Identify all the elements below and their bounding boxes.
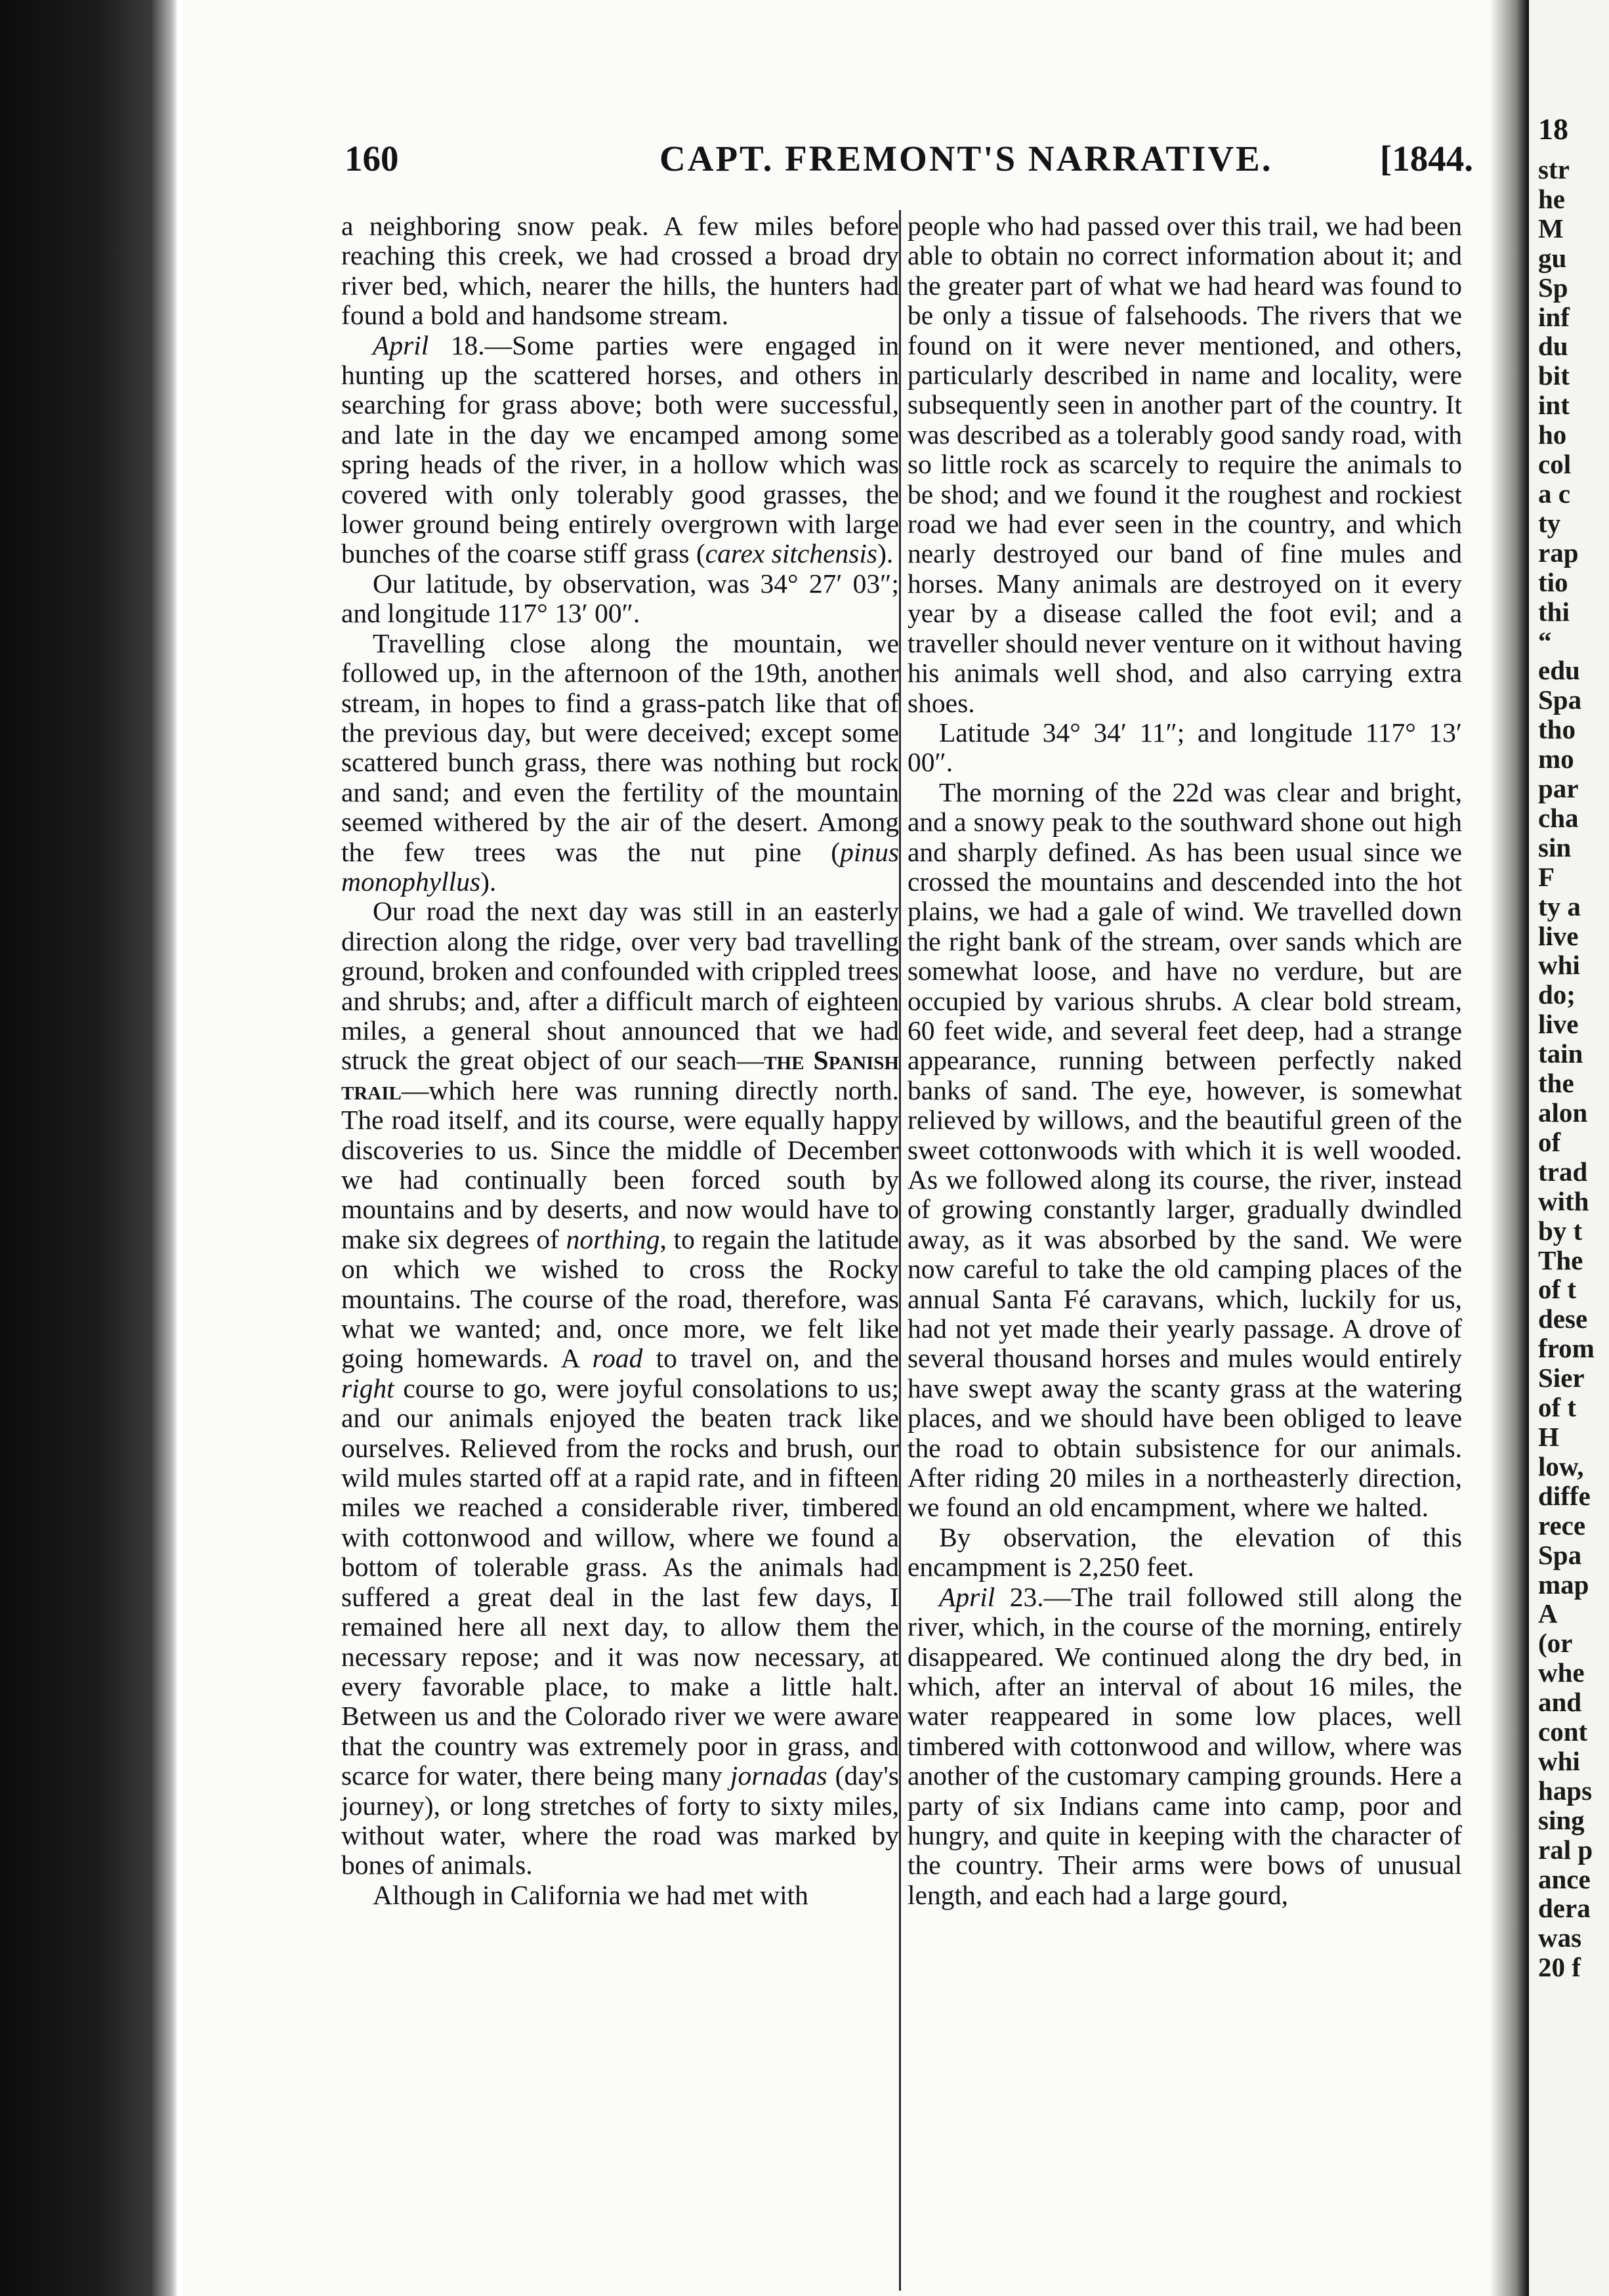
italic-word: jornadas: [730, 1760, 827, 1791]
paragraph-text: By observation, the elevation of this encampment is 2,250 feet.: [908, 1521, 1462, 1583]
running-head: [345, 138, 1473, 184]
paragraph-text: (day's journey), or long stretches of forty to sixty miles, without water, where the road was marked by bones of animals.: [341, 1760, 899, 1881]
paragraph-text: The morning of the 22d was clear and bright, and a snowy peak to the southward shone out high and sharply defined. As has been usual since we crossed the mountains and descended into the hot plains, we had a gale of wind. We travelled down the right bank of the stream, over sands which are somewhat loose, and have no verdure, but are occupied by various shrubs. A clear bold stream, 60 feet wide, and several feet deep, had a strange appearance, running between perfectly naked banks of sand. The eye, however, is somewhat relieved by willows, and the beautiful green of the sweet cottonwoods with which it is well wooded. As we followed along its course, the river, instead of growing constantly larger, gradually dwindled away, as it was absorbed by the sand. We were now careful to take the old camping places of the annual Santa Fé caravans, which, luckily for us, had not yet made their yearly passage. A drove of several thousand horses and mules would entirely have swept away the scanty grass at the watering places, and we should have been obliged to leave the road to obtain subsistence for our animals. After riding 20 miles in a northeasterly direction, we found an old encampment, where we halted.: [908, 776, 1462, 1523]
paragraph-text: —which here was running directly north. The road itself, and its course, were equally happy discoveries to us. Since the middle of December we had continually been forced south by mountains and by deserts, and now would have to make six degrees of: [341, 1074, 899, 1254]
page-number: 160: [345, 138, 399, 179]
paragraph: [908, 1583, 1462, 1910]
paragraph: [341, 897, 899, 1880]
latin-name: carex sitchensis: [705, 538, 878, 569]
date-label: April: [373, 330, 429, 360]
paragraph-text: ).: [480, 866, 497, 897]
paragraph: [341, 211, 899, 331]
scan-dark-margin: [0, 0, 177, 2296]
right-column: [908, 211, 1462, 1910]
paragraph-text: Although in California we had met with: [373, 1879, 808, 1910]
column-rule: [899, 210, 901, 2291]
date-label: April: [939, 1581, 995, 1612]
paragraph-text: , to regain the latitude on which we wished to cross the Rocky mountains. The course of the road, therefore, was what we wanted; and, once more, we felt like going homewards. A: [341, 1223, 899, 1374]
paragraph: [341, 331, 899, 569]
paragraph: [908, 718, 1462, 778]
facing-page-text-fragments: str he M gu Sp inf du bit int ho col a c ty rap tio thi “ edu Spa tho mo par cha sin F ty a live whi do; live tain the alon of trad with by t The of t dese from Sier of t H low, diffe rece Spa map A (or whe and cont whi haps sing ral p ance dera was 20 f: [1538, 154, 1595, 1983]
paragraph: [908, 778, 1462, 1523]
paragraph-text: ).: [877, 538, 894, 569]
paragraph-text: people who had passed over this trail, we had been able to obtain no correct information about it; and the greater part of what we had heard was found to be only a tissue of falsehoods. The rivers that we found on it were never mentioned, and others, particularly described in name and locality, were subsequently seen in another part of the country. It was described as a tolerably good sandy road, with so little rock as scarcely to require the animals to be shod; and we found it the roughest and rockiest road we had ever seen in the country, and which nearly destroyed our band of fine mules and horses. Many animals are destroyed on it every year by a disease called the foot evil; and a traveller should never venture on it without having his animals well shod, and also carrying extra shoes.: [908, 211, 1462, 718]
left-column: [341, 211, 899, 1910]
header-year: [1844.: [1379, 138, 1473, 179]
paragraph: [908, 211, 1462, 718]
facing-page-edge: [1529, 0, 1609, 2296]
italic-word: right: [341, 1372, 394, 1403]
paragraph-text: Our road the next day was still in an easterly direction along the ridge, over very bad travelling ground, broken and confounded with crippled trees and shrubs; and, after a difficult march of eighteen miles, a general shout announced that we had struck the great object of our seach—: [341, 896, 899, 1076]
paragraph-text: Latitude 34° 34′ 11″; and longitude 117° 13′ 00″.: [908, 717, 1462, 778]
page-title: CAPT. FREMONT'S NARRATIVE.: [659, 138, 1273, 179]
italic-word: road: [592, 1343, 643, 1374]
paragraph: [341, 629, 899, 897]
paragraph: [341, 1881, 899, 1910]
book-gutter: [1490, 0, 1529, 2296]
paragraph: [341, 569, 899, 629]
paragraph-text: Our latitude, by observation, was 34° 27′ 03″; and longitude 117° 13′ 00″.: [341, 568, 899, 629]
paragraph-text: 18.—Some parties were engaged in hunting up the scattered horses, and others in searching for grass above; both were successful, and late in the day we encamped among some spring heads of the river, in a hollow which was covered with only tolerably good grasses, the lower ground being entirely overgrown with large bunches of the coarse stiff grass (: [341, 330, 899, 569]
paragraph-text: Travelling close along the mountain, we followed up, in the afternoon of the 19th, another stream, in hopes to find a grass-patch like that of the previous day, but were deceived; except some scattered bunch grass, there was nothing but rock and sand; and even the fertility of the mountain seemed withered by the air of the desert. Among the few trees was the nut pine (: [341, 627, 899, 867]
italic-word: northing: [566, 1223, 660, 1254]
paragraph-text: to travel on, and the: [642, 1343, 900, 1374]
facing-page-header-fragment: 18: [1538, 112, 1568, 146]
paragraph-text: course to go, were joyful consolations to us; and our animals enjoyed the beaten track like ourselves. Relieved from the rocks and brush, our wild mules started off at a rapid rate, and in fifteen miles we reached a considerable river, timbered with cottonwood and willow, where we found a bottom of tolerable grass. As the animals had suffered a great deal in the last few days, I remained here all next day, to allow them the necessary repose; and it was now necessary, at every favorable place, to make a little halt. Between us and the Colorado river we were aware that the country was extremely poor in grass, and scarce for water, there being many: [341, 1372, 899, 1791]
paragraph-text: 23.—The trail followed still along the river, which, in the course of the morning, entirely disappeared. We continued along the dry bed, in which, after an interval of about 16 miles, the water reappeared in some low places, well timbered with cottonwood and willow, where was another of the customary camping grounds. Here a party of six Indians came into camp, poor and hungry, and quite in keeping with the character of the country. Their arms were bows of unusual length, and each had a large gourd,: [908, 1581, 1462, 1910]
small-caps-phrase: the Spanish trail: [341, 1045, 899, 1105]
latin-name: pinus monophyllus: [341, 836, 899, 897]
paragraph: [908, 1523, 1462, 1583]
paragraph-text: a neighboring snow peak. A few miles before reaching this creek, we had crossed a broad dry river bed, which, nearer the hills, the hunters had found a bold and handsome stream.: [341, 211, 899, 331]
